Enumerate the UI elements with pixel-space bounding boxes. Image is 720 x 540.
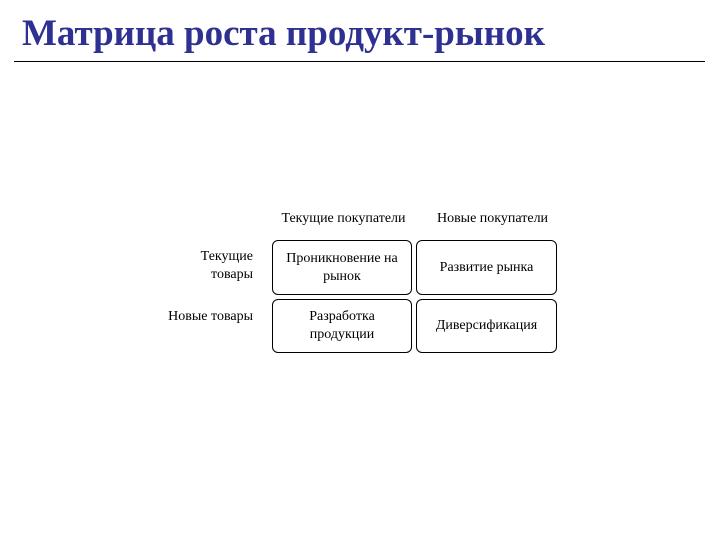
column-header-current-customers: Текущие покупатели xyxy=(281,211,406,226)
cell-product-development: Разработка продукции xyxy=(272,299,412,353)
row-header-new-products: Новые товары xyxy=(168,309,253,324)
cell-market-penetration: Проникновение на рынок xyxy=(272,240,412,295)
slide-title: Матрица роста продукт-рынок xyxy=(22,13,545,54)
cell-diversification: Диверсификация xyxy=(416,299,557,353)
column-header-new-customers: Новые покупатели xyxy=(436,211,549,226)
row-header-current-products: Текущие товары xyxy=(200,249,253,282)
cell-market-development: Развитие рынка xyxy=(416,240,557,295)
title-divider xyxy=(14,61,705,62)
